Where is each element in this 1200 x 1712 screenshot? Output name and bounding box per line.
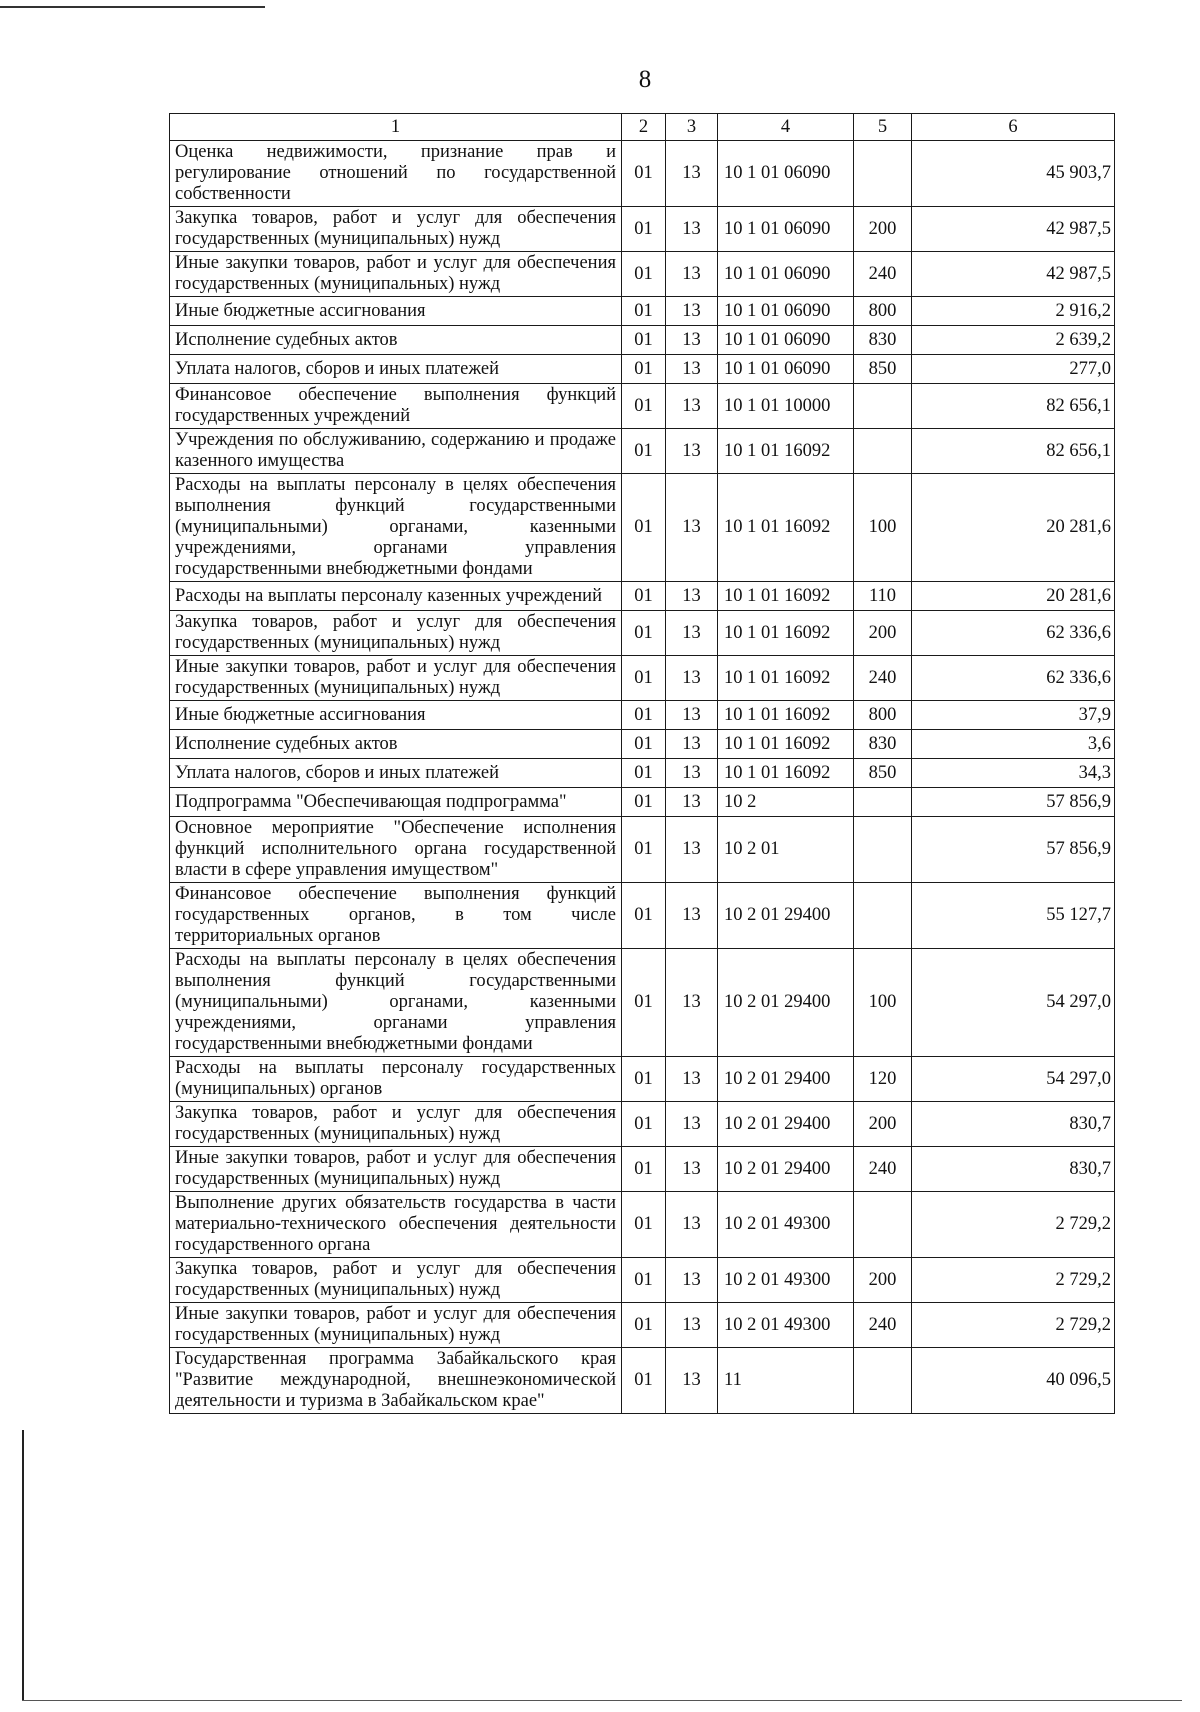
expense-type-code-cell: [854, 817, 912, 883]
expense-type-code-cell: 240: [854, 252, 912, 297]
expense-type-code-cell: [854, 788, 912, 817]
amount-cell: 54 297,0: [912, 949, 1115, 1057]
expense-type-code-cell: [854, 1192, 912, 1258]
table-row: [170, 207, 1115, 252]
expense-type-code-cell: 200: [854, 1102, 912, 1147]
expense-name-cell: Закупка товаров, работ и услуг для обеспечения государственных (муниципальных) нужд: [170, 207, 622, 252]
table-row: [170, 326, 1115, 355]
target-item-code-cell: 11: [718, 1348, 854, 1414]
expense-type-code-cell: [854, 883, 912, 949]
subsection-code-cell: 13: [666, 326, 718, 355]
subsection-code-cell: 13: [666, 474, 718, 582]
section-code-cell: 01: [622, 883, 666, 949]
amount-cell: 42 987,5: [912, 207, 1115, 252]
subsection-code-cell: 13: [666, 1057, 718, 1102]
expense-type-code-cell: 110: [854, 582, 912, 611]
column-header: 5: [854, 114, 912, 141]
target-item-code-cell: 10 2: [718, 788, 854, 817]
amount-cell: 57 856,9: [912, 817, 1115, 883]
amount-cell: 2 729,2: [912, 1192, 1115, 1258]
amount-cell: 20 281,6: [912, 474, 1115, 582]
subsection-code-cell: 13: [666, 759, 718, 788]
target-item-code-cell: 10 2 01 29400: [718, 883, 854, 949]
expense-type-code-cell: [854, 1348, 912, 1414]
section-code-cell: 01: [622, 252, 666, 297]
amount-cell: 20 281,6: [912, 582, 1115, 611]
target-item-code-cell: 10 1 01 16092: [718, 701, 854, 730]
amount-cell: 830,7: [912, 1147, 1115, 1192]
amount-cell: 34,3: [912, 759, 1115, 788]
expense-name-cell: Государственная программа Забайкальского края "Развитие международной, внешнеэкономической деятельности и туризма в Забайкальском крае": [170, 1348, 622, 1414]
subsection-code-cell: 13: [666, 788, 718, 817]
target-item-code-cell: 10 2 01 49300: [718, 1192, 854, 1258]
expense-type-code-cell: 100: [854, 474, 912, 582]
column-header: 3: [666, 114, 718, 141]
expense-type-code-cell: 800: [854, 297, 912, 326]
expense-type-code-cell: 240: [854, 656, 912, 701]
amount-cell: 40 096,5: [912, 1348, 1115, 1414]
table-row: [170, 1348, 1115, 1414]
expense-name-cell: Подпрограмма "Обеспечивающая подпрограмма": [170, 788, 622, 817]
expense-name-cell: Закупка товаров, работ и услуг для обеспечения государственных (муниципальных) нужд: [170, 611, 622, 656]
target-item-code-cell: 10 1 01 16092: [718, 611, 854, 656]
amount-cell: 2 639,2: [912, 326, 1115, 355]
section-code-cell: 01: [622, 1258, 666, 1303]
section-code-cell: 01: [622, 1192, 666, 1258]
expense-type-code-cell: 200: [854, 1258, 912, 1303]
table-row: [170, 701, 1115, 730]
expense-name-cell: Расходы на выплаты персоналу государственных (муниципальных) органов: [170, 1057, 622, 1102]
expense-type-code-cell: 830: [854, 730, 912, 759]
section-code-cell: 01: [622, 384, 666, 429]
subsection-code-cell: 13: [666, 1348, 718, 1414]
target-item-code-cell: 10 1 01 16092: [718, 730, 854, 759]
table-row: [170, 788, 1115, 817]
expense-name-cell: Финансовое обеспечение выполнения функций государственных органов, в том числе территориальных органов: [170, 883, 622, 949]
section-code-cell: 01: [622, 759, 666, 788]
target-item-code-cell: 10 2 01: [718, 817, 854, 883]
subsection-code-cell: 13: [666, 252, 718, 297]
expense-type-code-cell: [854, 429, 912, 474]
subsection-code-cell: 13: [666, 355, 718, 384]
target-item-code-cell: 10 2 01 29400: [718, 1057, 854, 1102]
target-item-code-cell: 10 1 01 10000: [718, 384, 854, 429]
expense-name-cell: Иные закупки товаров, работ и услуг для обеспечения государственных (муниципальных) нужд: [170, 656, 622, 701]
expense-name-cell: Уплата налогов, сборов и иных платежей: [170, 355, 622, 384]
amount-cell: 62 336,6: [912, 656, 1115, 701]
target-item-code-cell: 10 1 01 06090: [718, 326, 854, 355]
amount-cell: 57 856,9: [912, 788, 1115, 817]
target-item-code-cell: 10 1 01 16092: [718, 759, 854, 788]
section-code-cell: 01: [622, 582, 666, 611]
table-row: [170, 759, 1115, 788]
expense-type-code-cell: [854, 141, 912, 207]
section-code-cell: 01: [622, 1348, 666, 1414]
table-row: [170, 1057, 1115, 1102]
subsection-code-cell: 13: [666, 207, 718, 252]
subsection-code-cell: 13: [666, 1192, 718, 1258]
target-item-code-cell: 10 1 01 16092: [718, 474, 854, 582]
table-row: [170, 582, 1115, 611]
amount-cell: 62 336,6: [912, 611, 1115, 656]
expense-name-cell: Уплата налогов, сборов и иных платежей: [170, 759, 622, 788]
table-header-row: [170, 114, 1115, 141]
expense-type-code-cell: 100: [854, 949, 912, 1057]
expense-type-code-cell: 800: [854, 701, 912, 730]
target-item-code-cell: 10 2 01 49300: [718, 1258, 854, 1303]
table-row: [170, 1102, 1115, 1147]
expense-name-cell: Основное мероприятие "Обеспечение исполнения функций исполнительного органа государственной власти в сфере управления имуществом": [170, 817, 622, 883]
section-code-cell: 01: [622, 1057, 666, 1102]
table-row: [170, 355, 1115, 384]
column-header: 1: [170, 114, 622, 141]
expense-name-cell: Финансовое обеспечение выполнения функций государственных учреждений: [170, 384, 622, 429]
subsection-code-cell: 13: [666, 141, 718, 207]
expense-name-cell: Иные закупки товаров, работ и услуг для обеспечения государственных (муниципальных) нужд: [170, 252, 622, 297]
section-code-cell: 01: [622, 817, 666, 883]
table-row: [170, 1192, 1115, 1258]
scan-bottom-line: [22, 1700, 1182, 1701]
amount-cell: 3,6: [912, 730, 1115, 759]
target-item-code-cell: 10 2 01 29400: [718, 1102, 854, 1147]
section-code-cell: 01: [622, 429, 666, 474]
amount-cell: 2 729,2: [912, 1258, 1115, 1303]
target-item-code-cell: 10 1 01 16092: [718, 582, 854, 611]
target-item-code-cell: 10 2 01 29400: [718, 1147, 854, 1192]
section-code-cell: 01: [622, 611, 666, 656]
expense-name-cell: Закупка товаров, работ и услуг для обеспечения государственных (муниципальных) нужд: [170, 1258, 622, 1303]
subsection-code-cell: 13: [666, 1258, 718, 1303]
subsection-code-cell: 13: [666, 656, 718, 701]
expense-type-code-cell: 240: [854, 1303, 912, 1348]
target-item-code-cell: 10 2 01 29400: [718, 949, 854, 1057]
target-item-code-cell: 10 1 01 06090: [718, 297, 854, 326]
section-code-cell: 01: [622, 474, 666, 582]
amount-cell: 54 297,0: [912, 1057, 1115, 1102]
expense-name-cell: Учреждения по обслуживанию, содержанию и продаже казенного имущества: [170, 429, 622, 474]
expense-name-cell: Оценка недвижимости, признание прав и регулирование отношений по государственной собственности: [170, 141, 622, 207]
section-code-cell: 01: [622, 730, 666, 759]
scan-margin-line: [22, 1430, 24, 1700]
expense-type-code-cell: [854, 384, 912, 429]
table-row: [170, 1303, 1115, 1348]
table-row: [170, 949, 1115, 1057]
amount-cell: 42 987,5: [912, 252, 1115, 297]
section-code-cell: 01: [622, 1303, 666, 1348]
subsection-code-cell: 13: [666, 1303, 718, 1348]
target-item-code-cell: 10 1 01 06090: [718, 355, 854, 384]
amount-cell: 277,0: [912, 355, 1115, 384]
amount-cell: 2 916,2: [912, 297, 1115, 326]
section-code-cell: 01: [622, 207, 666, 252]
target-item-code-cell: 10 1 01 16092: [718, 656, 854, 701]
section-code-cell: 01: [622, 326, 666, 355]
table-row: [170, 817, 1115, 883]
subsection-code-cell: 13: [666, 384, 718, 429]
table-row: [170, 1258, 1115, 1303]
subsection-code-cell: 13: [666, 730, 718, 759]
section-code-cell: 01: [622, 656, 666, 701]
expense-type-code-cell: 240: [854, 1147, 912, 1192]
expense-type-code-cell: 830: [854, 326, 912, 355]
subsection-code-cell: 13: [666, 883, 718, 949]
table-row: [170, 611, 1115, 656]
table-row: [170, 429, 1115, 474]
expense-name-cell: Исполнение судебных актов: [170, 730, 622, 759]
section-code-cell: 01: [622, 1147, 666, 1192]
table-row: [170, 252, 1115, 297]
section-code-cell: 01: [622, 141, 666, 207]
table-row: [170, 883, 1115, 949]
section-code-cell: 01: [622, 355, 666, 384]
subsection-code-cell: 13: [666, 297, 718, 326]
table-row: [170, 656, 1115, 701]
section-code-cell: 01: [622, 701, 666, 730]
subsection-code-cell: 13: [666, 701, 718, 730]
section-code-cell: 01: [622, 1102, 666, 1147]
table-row: [170, 474, 1115, 582]
section-code-cell: 01: [622, 788, 666, 817]
subsection-code-cell: 13: [666, 611, 718, 656]
target-item-code-cell: 10 1 01 16092: [718, 429, 854, 474]
table-row: [170, 730, 1115, 759]
subsection-code-cell: 13: [666, 1102, 718, 1147]
target-item-code-cell: 10 2 01 49300: [718, 1303, 854, 1348]
expense-name-cell: Иные закупки товаров, работ и услуг для обеспечения государственных (муниципальных) нужд: [170, 1303, 622, 1348]
expense-type-code-cell: 120: [854, 1057, 912, 1102]
expense-type-code-cell: 200: [854, 611, 912, 656]
expense-type-code-cell: 200: [854, 207, 912, 252]
expense-name-cell: Расходы на выплаты персоналу в целях обеспечения выполнения функций государственными (муниципальными) органами, казенными учреждениями, органами управления государственными внебюджетными фондами: [170, 474, 622, 582]
amount-cell: 55 127,7: [912, 883, 1115, 949]
page-number: 8: [638, 66, 652, 93]
section-code-cell: 01: [622, 297, 666, 326]
subsection-code-cell: 13: [666, 429, 718, 474]
budget-table: [169, 113, 1115, 1414]
table-row: [170, 141, 1115, 207]
column-header: 4: [718, 114, 854, 141]
expense-name-cell: Иные бюджетные ассигнования: [170, 701, 622, 730]
amount-cell: 82 656,1: [912, 384, 1115, 429]
subsection-code-cell: 13: [666, 582, 718, 611]
table-row: [170, 1147, 1115, 1192]
scan-edge-line: [0, 6, 265, 8]
amount-cell: 37,9: [912, 701, 1115, 730]
table-row: [170, 384, 1115, 429]
column-header: 2: [622, 114, 666, 141]
expense-type-code-cell: 850: [854, 355, 912, 384]
column-header: 6: [912, 114, 1115, 141]
expense-name-cell: Расходы на выплаты персоналу казенных учреждений: [170, 582, 622, 611]
table-row: [170, 297, 1115, 326]
amount-cell: 82 656,1: [912, 429, 1115, 474]
target-item-code-cell: 10 1 01 06090: [718, 141, 854, 207]
expense-name-cell: Закупка товаров, работ и услуг для обеспечения государственных (муниципальных) нужд: [170, 1102, 622, 1147]
subsection-code-cell: 13: [666, 817, 718, 883]
expense-name-cell: Расходы на выплаты персоналу в целях обеспечения выполнения функций государственными (муниципальными) органами, казенными учреждениями, органами управления государственными внебюджетными фондами: [170, 949, 622, 1057]
target-item-code-cell: 10 1 01 06090: [718, 207, 854, 252]
section-code-cell: 01: [622, 949, 666, 1057]
amount-cell: 2 729,2: [912, 1303, 1115, 1348]
subsection-code-cell: 13: [666, 1147, 718, 1192]
target-item-code-cell: 10 1 01 06090: [718, 252, 854, 297]
expense-type-code-cell: 850: [854, 759, 912, 788]
expense-name-cell: Исполнение судебных актов: [170, 326, 622, 355]
expense-name-cell: Выполнение других обязательств государства в части материально-технического обеспечения деятельности государственного органа: [170, 1192, 622, 1258]
subsection-code-cell: 13: [666, 949, 718, 1057]
expense-name-cell: Иные бюджетные ассигнования: [170, 297, 622, 326]
amount-cell: 45 903,7: [912, 141, 1115, 207]
expense-name-cell: Иные закупки товаров, работ и услуг для обеспечения государственных (муниципальных) нужд: [170, 1147, 622, 1192]
amount-cell: 830,7: [912, 1102, 1115, 1147]
